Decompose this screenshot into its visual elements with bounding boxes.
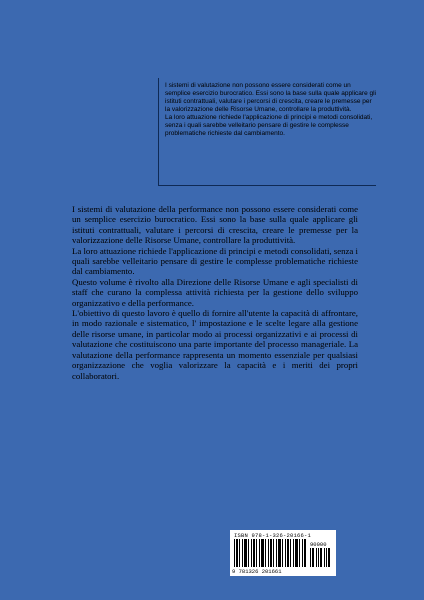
back-cover-text <box>72 204 358 381</box>
body-paragraph-4: L'obiettivo di questo lavoro è quello di fornire all'utente la capacità di affrontare, in modo razionale e sistematico, l' impostazione e le scelte legare alla gestione delle risorse umane, in particolar modo ai processi organizzativi e ai processi di valutazione che costituiscono una parte importante del processo manageriale. La valutazione della performance rappresenta un momento essenziale per qualsiasi organizzazione che voglia valorizzare la capacità e i meriti dei propri collaboratori. <box>72 308 358 381</box>
price-barcode-icon <box>310 548 332 567</box>
ean-barcode-icon <box>234 539 306 567</box>
barcode-digits: 9 781326 201661 <box>232 568 282 575</box>
teaser-paragraph-2: La loro attuazione richiede l'applicazione di principi e metodi consolidati, senza i quali sarebbe velleitario pensare di gestire le complesse problematiche richieste dal cambiamento. <box>165 114 373 137</box>
body-paragraph-2: La loro attuazione richiede l'applicazione di principi e metodi consolidati, senza i quali sarebbe velleitario pensare di gestire le complesse problematiche richieste dal cambiamento. <box>72 245 358 277</box>
teaser-paragraph-1: I sistemi di valutazione non possono essere considerati come un semplice esercizio burocratico. Essi sono la base sulla quale applicare gli istituti contrattuali, valutare i percorsi di crescita, creare le premesse per la valorizzazione delle Risorse Umane, controllare la produttività. <box>165 82 376 113</box>
body-paragraph-1: I sistemi di valutazione della performance non possono essere considerati come un semplice esercizio burocratico. Essi sono la base sulla quale applicare gli istituti contrattuali, valutare i percorsi di crescita, creare le premesse per la valorizzazione delle Risorse Umane, controllare la produttività. <box>72 204 358 246</box>
barcode-box <box>230 530 336 576</box>
teaser-box <box>158 78 376 186</box>
isbn-label: ISBN 978-1-326-20166-1 <box>234 532 312 539</box>
body-paragraph-3: Questo volume è rivolto alla Direzione delle Risorse Umane e agli specialisti di staff che curano la complessa attività richiesta per la gestione dello sviluppo organizzativo e della performance. <box>72 276 358 308</box>
price-code: 90000 <box>310 541 327 548</box>
